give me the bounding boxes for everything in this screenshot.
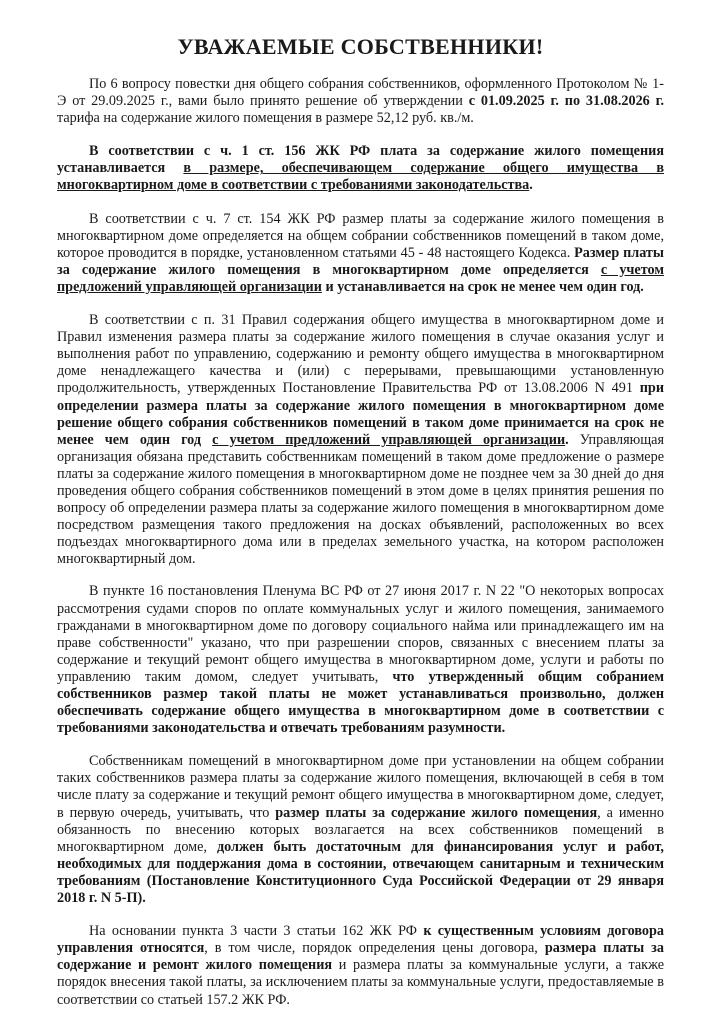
paragraph-tariff-decision bbox=[57, 76, 664, 127]
text-run-bold: . bbox=[529, 177, 533, 194]
text-run-bold-underlined: в размере, обеспечивающем содержание общего имущества в многоквартирном доме в соответствии с требованиями законодательства bbox=[57, 160, 664, 194]
text-run: В пункте 16 постановления Пленума ВС РФ от 27 июня 2017 г. N 22 "О некоторых вопросах рассмотрения судами споров по оплате коммунальных услуг и жилого помещения, занимаемого гражданами в многоквартирном доме по договору социального найма или принадлежащего им на праве собственности" указано, что при разрешении споров, связанных с внесением платы за содержание и текущий ремонт общего имущества в многоквартирном доме, услуги и работы по управлению таким домом, следует учитывать, bbox=[57, 583, 664, 685]
text-run-bold: что утвержденный общим собранием собственников размер такой платы не может устанавливаться произвольно, должен обеспечивать содержание общего имущества в многоквартирном доме в соответствии с требованиями законодательства и отвечать требованиям разумности. bbox=[57, 668, 665, 737]
paragraph-article-156 bbox=[57, 143, 664, 194]
text-run-bold: В соответствии с ч. 1 ст. 156 ЖК РФ плата за содержание жилого помещения устанавливается bbox=[57, 143, 664, 177]
text-run: , в том числе, порядок определения цены договора, bbox=[204, 940, 545, 957]
text-run: и размера платы за коммунальные услуги, а также порядок внесения такой платы, за исключением платы за коммунальные услуги, предоставляемые в соответствии со статьей 157.2 ЖК РФ. bbox=[57, 957, 664, 1008]
text-run-bold: должен быть достаточным для финансирования услуг и работ, необходимых для поддержания дома в состоянии, отвечающем санитарным и техническим требованиям (Постановление Конституционного Суда Российской Федерации от 29 января 2018 г. N 5-П). bbox=[57, 838, 664, 907]
text-run-bold: размера платы за содержание и ремонт жилого помещения bbox=[57, 940, 664, 974]
text-run-bold-underlined: с учетом предложений управляющей организации bbox=[212, 431, 566, 448]
paragraph-article-162 bbox=[57, 923, 664, 1008]
text-run: Собственникам помещений в многоквартирном доме при установлении на общем собрании таких собственников размера платы за содержание жилого помещения, включающей в себя в том числе плату за содержание и текущий ремонт общего имущества в многоквартирном доме, следует, в первую очередь, учитывать, что bbox=[57, 753, 664, 821]
text-run: , а именно обязанность по внесению которых возлагается на всех собственников помещений в многоквартирном доме, bbox=[57, 804, 664, 855]
text-run: тарифа на содержание жилого помещения в размере 52,12 руб. кв./м. bbox=[57, 110, 474, 127]
text-run-bold: и устанавливается на срок не менее чем один год. bbox=[321, 278, 644, 295]
text-run: Управляющая организация обязана представить собственникам помещений в таком доме предложение о размере платы за содержание жилого помещения в многоквартирном доме не позднее чем за 30 дней до дня проведения общего собрания собственников помещений в этом доме в целях принятия решения по вопросу об определении размера платы за содержание жилого помещения в многоквартирном доме посредством размещения такого предложения на досках объявлений, расположенных во всех подъездах многоквартирного дома или в пределах земельного участка, на котором расположен многоквартирный дом. bbox=[57, 431, 664, 568]
text-run: По 6 вопросу повестки дня общего собрания собственников, оформленного Протоколом № 1-Э от 29.09.2025 г., вами было принято решение об утверждении bbox=[57, 76, 664, 110]
paragraph-plenum-16 bbox=[57, 583, 664, 737]
text-run-bold: к существенным условиям договора управления относятся bbox=[57, 923, 664, 957]
text-run-bold: размер платы за содержание жилого помещения bbox=[275, 804, 598, 821]
text-run-bold: с 01.09.2025 г. по 31.08.2026 г. bbox=[468, 93, 664, 110]
text-run-bold-underlined: с учетом предложений управляющей организации bbox=[57, 261, 664, 295]
paragraph-article-154 bbox=[57, 211, 664, 296]
text-run: На основании пункта 3 части 3 статьи 162 ЖК РФ bbox=[89, 923, 424, 940]
text-run-bold: . bbox=[565, 431, 569, 448]
text-run: В соответствии с п. 31 Правил содержания общего имущества в многоквартирном доме и Правил изменения размера платы за содержание жилого помещения в случае оказания услуг и выполнения работ по управлению, содержанию и ремонту общего имущества в многоквартирном доме ненадлежащего качества и (или) с перерывами, превышающими установленную продолжительность, утвержденных Постановление Правительства РФ от 13.08.2006 N 491 bbox=[57, 312, 664, 397]
paragraph-rules-31 bbox=[57, 312, 664, 568]
document-title: УВАЖАЕМЫЕ СОБСТВЕННИКИ! bbox=[177, 34, 544, 59]
text-run: В соответствии с ч. 7 ст. 154 ЖК РФ размер платы за содержание жилого помещения в многоквартирном доме определяется на общем собрании собственников помещений в таком доме, которое проводится в порядке, установленном статьями 45 - 48 настоящего Кодекса. bbox=[57, 210, 664, 261]
text-run-bold: Размер платы за содержание жилого помещения в многоквартирном доме определяется bbox=[57, 244, 664, 278]
text-run-bold: при определении размера платы за содержание жилого помещения в многоквартирном доме решение общего собрания собственников помещений в таком доме принимается на срок не менее чем один год bbox=[57, 380, 664, 448]
paragraph-owners-fee bbox=[57, 753, 664, 907]
